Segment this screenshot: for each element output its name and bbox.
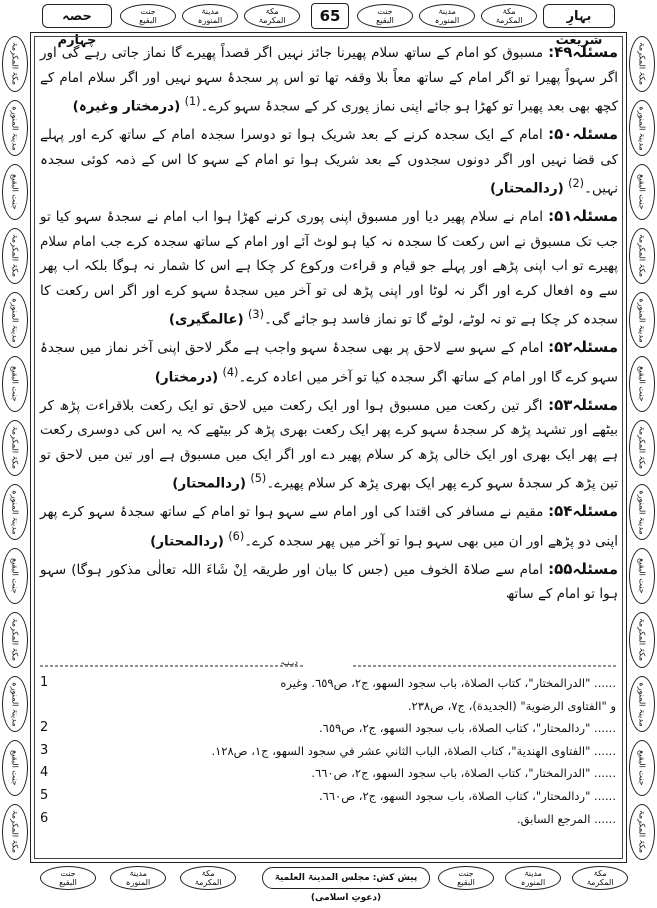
masala-reference: (ردالمحتار) bbox=[172, 475, 247, 492]
side-pill: مدینۃ المنورہ bbox=[629, 484, 655, 540]
side-pill: جنت البقیع bbox=[2, 164, 28, 220]
masala-reference: (عالمگیری) bbox=[168, 311, 244, 328]
side-pill: جنت البقیع bbox=[629, 740, 655, 796]
masala-label: مسئلہ۵۴: bbox=[548, 502, 618, 520]
masala-text: امام نے سلام پھیر دیا اور مسبوق اپنی پوری کرنے کھڑا ہوا اب امام نے سجدۂ سہو کیا تو جب تک مسبوق نے اس رکعت کا سجدہ نہ کیا ہو لوٹ آئے اور امام کے ساتھ سجدہ کرے جب امام سلام پھیرے تو اب اپنی پڑھے اور پہلے جو قیام و قراءت ورکوع کر چکا ہے اس کا شمار نہ ہوگا بلکہ اب پھر سے وہ افعال کرے اور اگر نہ لوٹا اور اپنی پڑھ لی تو آخر میں سجدۂ سہو کرے اور اگر اس رکعت کا سجدہ کر چکا ہے تو نہ لوٹے، لوٹے گا تو نماز فاسد ہو جائے گی۔ bbox=[40, 209, 618, 328]
masala-text: امام کے سہو سے لاحق پر بھی سجدۂ سہو واجب ہے مگر لاحق اپنی آخر نماز میں سجدۂ سہو کرے گا اور امام کے ساتھ اگر سجدہ کیا تو آخر میں اعادہ کرے۔ bbox=[40, 340, 618, 385]
side-pill: جنت البقیع bbox=[629, 548, 655, 604]
footnote-marker: (1) bbox=[184, 95, 201, 108]
side-pill: مکۃ المکرمۃ bbox=[2, 420, 28, 476]
masala-text: امام کے ایک سجدہ کرنے کے بعد شریک ہوا تو دوسرا سجدہ امام کے ساتھ کرے اور پہلے کی قضا نہیں اور اگر دونوں سجدوں کے بعد شریک ہوا تو امام کے سہو کا اس کے ذمہ کوئی سجدہ نہیں۔ bbox=[40, 127, 618, 197]
side-pill: مدینۃ المنورہ bbox=[2, 484, 28, 540]
side-pill: مدینۃ المنورہ bbox=[2, 292, 28, 348]
footnote-marker: (3) bbox=[248, 308, 264, 321]
footer-pill-left-1: جنت البقیع bbox=[40, 866, 96, 890]
footer-pill-right-2: مدینۃ المنورہ bbox=[505, 866, 561, 890]
side-pill: مدینۃ المنورہ bbox=[2, 100, 28, 156]
footnotes bbox=[40, 672, 616, 830]
header-pill-left-3: مکۃ المکرمۃ bbox=[244, 4, 300, 28]
masala-reference: (ردالمحتار) bbox=[150, 533, 224, 549]
side-pill: مدینۃ المنورہ bbox=[629, 100, 655, 156]
masala-49 bbox=[40, 40, 618, 119]
side-pill: مکۃ المکرمۃ bbox=[629, 420, 655, 476]
masala-51 bbox=[40, 204, 618, 332]
side-pill: مکۃ المکرمۃ bbox=[2, 804, 28, 860]
footnote-marker: (4) bbox=[222, 365, 239, 379]
side-pill: جنت البقیع bbox=[2, 356, 28, 412]
masala-label: مسئلہ۵۵: bbox=[548, 559, 618, 578]
footnote-1: 1 ...... "الدرالمختار"، كتاب الصلاة، باب سجود السهو، ج٢، ص٦٥٩. وغيره bbox=[40, 675, 616, 690]
footnote-5: 5 ...... "ردالمحتار"، كتاب الصلاة، باب سجود السهو، ج٢، ص٦٦٠. bbox=[40, 787, 616, 803]
masala-reference: (درمختار) bbox=[154, 369, 219, 385]
header-pill-right-2: مدینۃ المنورہ bbox=[419, 4, 475, 28]
book-title: بہارِ شریعت bbox=[543, 4, 615, 28]
masala-55 bbox=[40, 557, 618, 607]
masala-text: مقیم نے مسافر کی اقتدا کی اور امام سے سہو ہوا تو امام کے ساتھ سجدۂ سہو کرے پھر اپنی دو پڑھے اور ان میں بھی سہو ہوا تو آخر میں پھر سجدہ کرے۔ bbox=[40, 504, 618, 549]
side-pill: مکۃ المکرمۃ bbox=[629, 804, 655, 860]
footnote-6: 6 ...... المرجع السابق. bbox=[40, 810, 616, 826]
side-pill: مدینۃ المنورہ bbox=[629, 292, 655, 348]
separator-label: دیـنـہ bbox=[280, 658, 298, 667]
side-pill: مدینۃ المنورہ bbox=[2, 676, 28, 732]
footnote-marker: (2) bbox=[568, 177, 585, 190]
part-title: حصہ چہارم bbox=[42, 4, 112, 28]
footer-pill-left-3: مکۃ المکرمۃ bbox=[180, 866, 236, 890]
masala-label: مسئلہ۵۱: bbox=[548, 207, 618, 225]
masala-text: مسبوق کو امام کے ساتھ سلام پھیرنا جائز نہیں اگر قصداً پھیرے گا نماز جاتی رہے گی اور اگر سہواً پھیرا تو اگر امام کے ساتھ معاً بلا وقفہ تھا تو اس پر سجدۂ سہو نہیں اور اگر سلام امام کے کچھ بھی بعد پھیرا تو کھڑا ہو جائے اپنی نماز پوری کر کے سجدۂ سہو کرے۔ bbox=[40, 45, 618, 115]
footnote-2: 2 ...... "ردالمحتار"، كتاب الصلاة، باب سجود السهو، ج٢، ص٦٥٩. bbox=[40, 720, 616, 736]
header-pill-right-1: جنت البقیع bbox=[357, 4, 413, 28]
footnote-1-continued: و "الفتاوى الرضوية" (الجديدة)، ج٧، ص٢٣٨. bbox=[407, 698, 616, 713]
main-text bbox=[40, 40, 618, 610]
side-pill: مدینۃ المنورہ bbox=[629, 676, 655, 732]
masala-text: اگر تین رکعت میں مسبوق ہوا اور ایک رکعت میں لاحق تو ایک رکعت بلاقراءت پڑھ کر بیٹھے اور تشہد پڑھ کر سجدۂ سہو کرے پھر ایک رکعت بھری پڑھ کر بیٹھے کہ یہ اس کی دوسری رکعت ہے پھر ایک بھری اور ایک خالی پڑھ کر سلام پھیر دے اور اگر ایک میں مسبوق ہے اور تین میں لاحق تو تین پڑھ کر سجدۂ سہو کرے پھر ایک بھری پڑھ کر سلام پھیرے۔ bbox=[40, 397, 618, 492]
footnote-4: 4 ...... "الدرالمختار"، كتاب الصلاة، باب سجود السهو، ج٢، ص٦٦٠. bbox=[40, 765, 616, 781]
masala-54 bbox=[40, 499, 618, 554]
masala-label: مسئلہ۴۹: bbox=[548, 43, 618, 61]
masala-label: مسئلہ۵۲: bbox=[548, 338, 618, 356]
masala-label: مسئلہ۵۳: bbox=[548, 395, 618, 414]
header-pill-right-3: مکۃ المکرمۃ bbox=[481, 4, 537, 28]
side-pill: مکۃ المکرمۃ bbox=[2, 36, 28, 92]
masala-reference: (درمختار وغیرہ) bbox=[72, 98, 181, 115]
publisher-credit: پیش کش: مجلس المدینۃ العلمیۃ (دعوتِ اسلامی) bbox=[262, 867, 430, 889]
masala-text: امام سے صلاۃ الخوف میں (جس کا بیان اور طریقہ اِنْ شَاءَ اللہ تعالٰی مذکور ہوگا) سہو ہوا تو امام کے ساتھ bbox=[40, 561, 618, 602]
side-pill: مکۃ المکرمۃ bbox=[2, 228, 28, 284]
footer-pill-right-1: جنت البقیع bbox=[438, 866, 494, 890]
side-pill: مکۃ المکرمۃ bbox=[629, 36, 655, 92]
masala-53 bbox=[40, 393, 618, 497]
header-pill-left-1: جنت البقیع bbox=[120, 4, 176, 28]
side-pill: مکۃ المکرمۃ bbox=[629, 228, 655, 284]
side-pill: جنت البقیع bbox=[2, 548, 28, 604]
masala-50 bbox=[40, 122, 618, 201]
footnote-marker: (6) bbox=[228, 529, 245, 543]
footnote-3: 3 ...... "الفتاوى الهندية"، كتاب الصلاة، الباب الثاني عشر في سجود السهو، ج١، ص١٢٨. bbox=[40, 742, 616, 758]
header-pill-left-2: مدینۃ المنورہ bbox=[182, 4, 238, 28]
footnote-marker: (5) bbox=[250, 472, 267, 485]
footnote-separator bbox=[40, 662, 618, 670]
masala-reference: (ردالمحتار) bbox=[489, 180, 564, 197]
footer-pill-left-2: مدینۃ المنورہ bbox=[110, 866, 166, 890]
masala-52 bbox=[40, 335, 618, 390]
side-pill: جنت البقیع bbox=[629, 356, 655, 412]
footer-pill-right-3: مکۃ المکرمۃ bbox=[572, 866, 628, 890]
masala-label: مسئلہ۵۰: bbox=[548, 125, 618, 143]
side-pill: مکۃ المکرمۃ bbox=[2, 612, 28, 668]
side-pill: مکۃ المکرمۃ bbox=[629, 612, 655, 668]
side-pill: جنت البقیع bbox=[2, 740, 28, 796]
side-pill: جنت البقیع bbox=[629, 164, 655, 220]
page-number: 65 bbox=[311, 3, 349, 29]
